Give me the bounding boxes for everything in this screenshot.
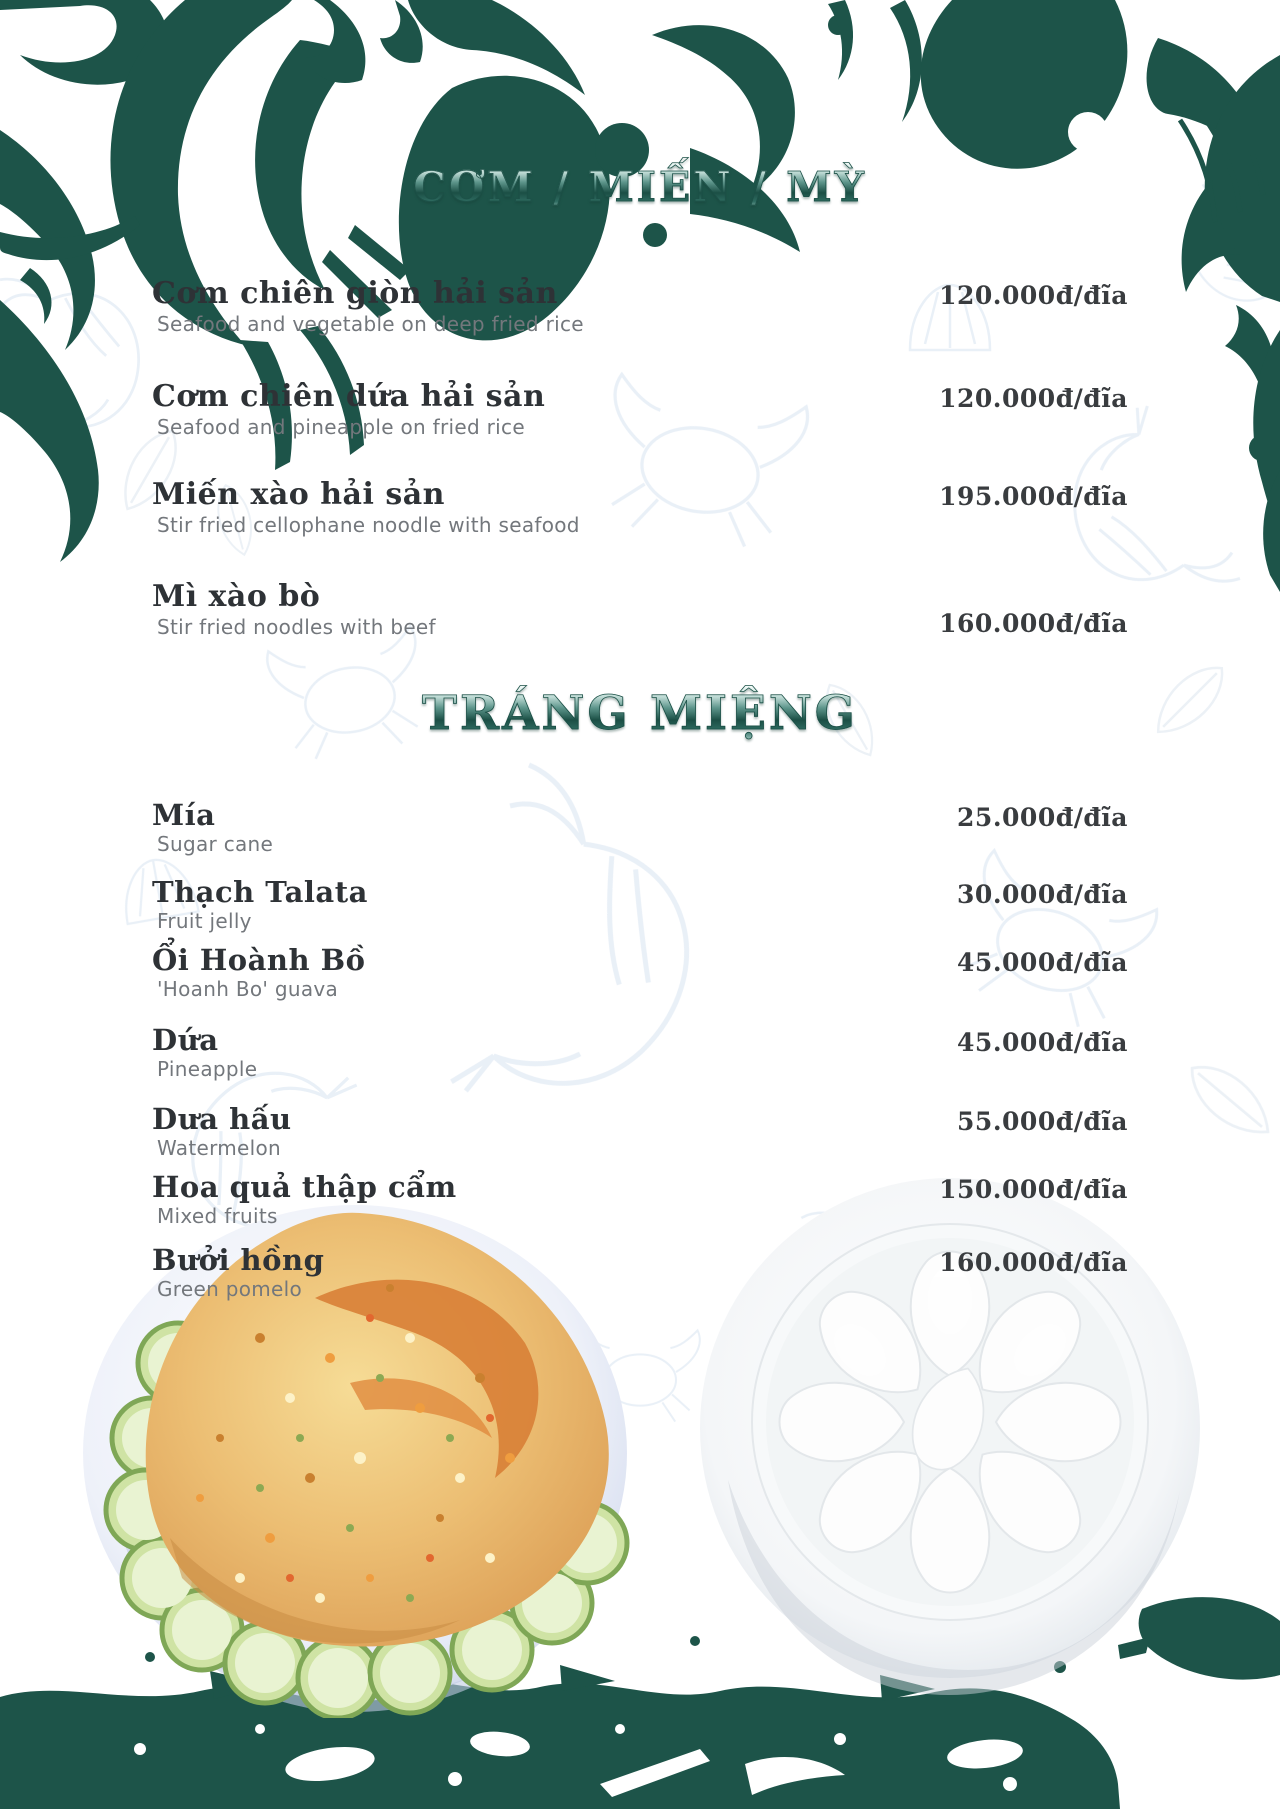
dish-description: Watermelon [157, 1136, 282, 1161]
jelly-plate-photo [688, 1150, 1213, 1710]
menu-item [152, 1245, 1128, 1300]
menu-item [152, 877, 1128, 932]
section-heading-rice-noodles: CƠM / MIẾN / MỲ [0, 163, 1280, 211]
menu-item [152, 1104, 1128, 1159]
dish-description: Mixed fruits [157, 1204, 278, 1229]
menu-item [152, 381, 1128, 438]
fried-rice-plate-photo [60, 1158, 660, 1718]
dish-price: 25.000đ/đĩa [957, 803, 1128, 832]
dish-name: Mía [152, 798, 216, 832]
dish-price: 55.000đ/đĩa [957, 1107, 1128, 1136]
dish-price: 45.000đ/đĩa [957, 1028, 1128, 1057]
dish-price: 160.000đ/đĩa [939, 609, 1128, 638]
menu-item [152, 800, 1128, 855]
menu-item [152, 581, 1128, 638]
dish-price: 160.000đ/đĩa [939, 1248, 1128, 1277]
menu-item [152, 1172, 1128, 1227]
dish-price: 30.000đ/đĩa [957, 880, 1128, 909]
dish-description: Pineapple [157, 1057, 258, 1082]
dish-name: Cơm chiên giòn hải sản [152, 276, 558, 311]
dish-price: 120.000đ/đĩa [939, 281, 1128, 310]
dish-description: Sugar cane [157, 832, 274, 857]
dish-price: 120.000đ/đĩa [939, 384, 1128, 413]
menu-item [152, 1025, 1128, 1080]
dish-description: Green pomelo [157, 1277, 303, 1302]
dish-name: Cơm chiên dứa hải sản [152, 379, 546, 414]
dish-description: Stir fried cellophane noodle with seafood [157, 512, 580, 537]
dish-name: Hoa quả thập cẩm [152, 1170, 457, 1204]
dish-name: Mì xào bò [152, 579, 321, 614]
dish-price: 45.000đ/đĩa [957, 948, 1128, 977]
section-heading-desserts: TRÁNG MIỆNG [0, 686, 1280, 741]
dish-price: 150.000đ/đĩa [939, 1175, 1128, 1204]
dish-description: Seafood and vegetable on deep fried rice [157, 311, 584, 336]
dish-price: 195.000đ/đĩa [939, 482, 1128, 511]
menu-item [152, 945, 1128, 1000]
dish-name: Ổi Hoành Bồ [152, 943, 366, 977]
dish-description: 'Hoanh Bo' guava [157, 977, 339, 1002]
dish-name: Thạch Talata [152, 875, 368, 909]
menu-item [152, 278, 1128, 335]
dish-description: Stir fried noodles with beef [157, 614, 436, 639]
dish-name: Miến xào hải sản [152, 477, 445, 512]
dish-name: Dưa hấu [152, 1102, 292, 1136]
dish-name: Bưởi hồng [152, 1243, 325, 1277]
dish-description: Seafood and pineapple on fried rice [157, 414, 525, 439]
dish-description: Fruit jelly [157, 909, 252, 934]
dish-name: Dứa [152, 1023, 219, 1057]
menu-item [152, 479, 1128, 536]
